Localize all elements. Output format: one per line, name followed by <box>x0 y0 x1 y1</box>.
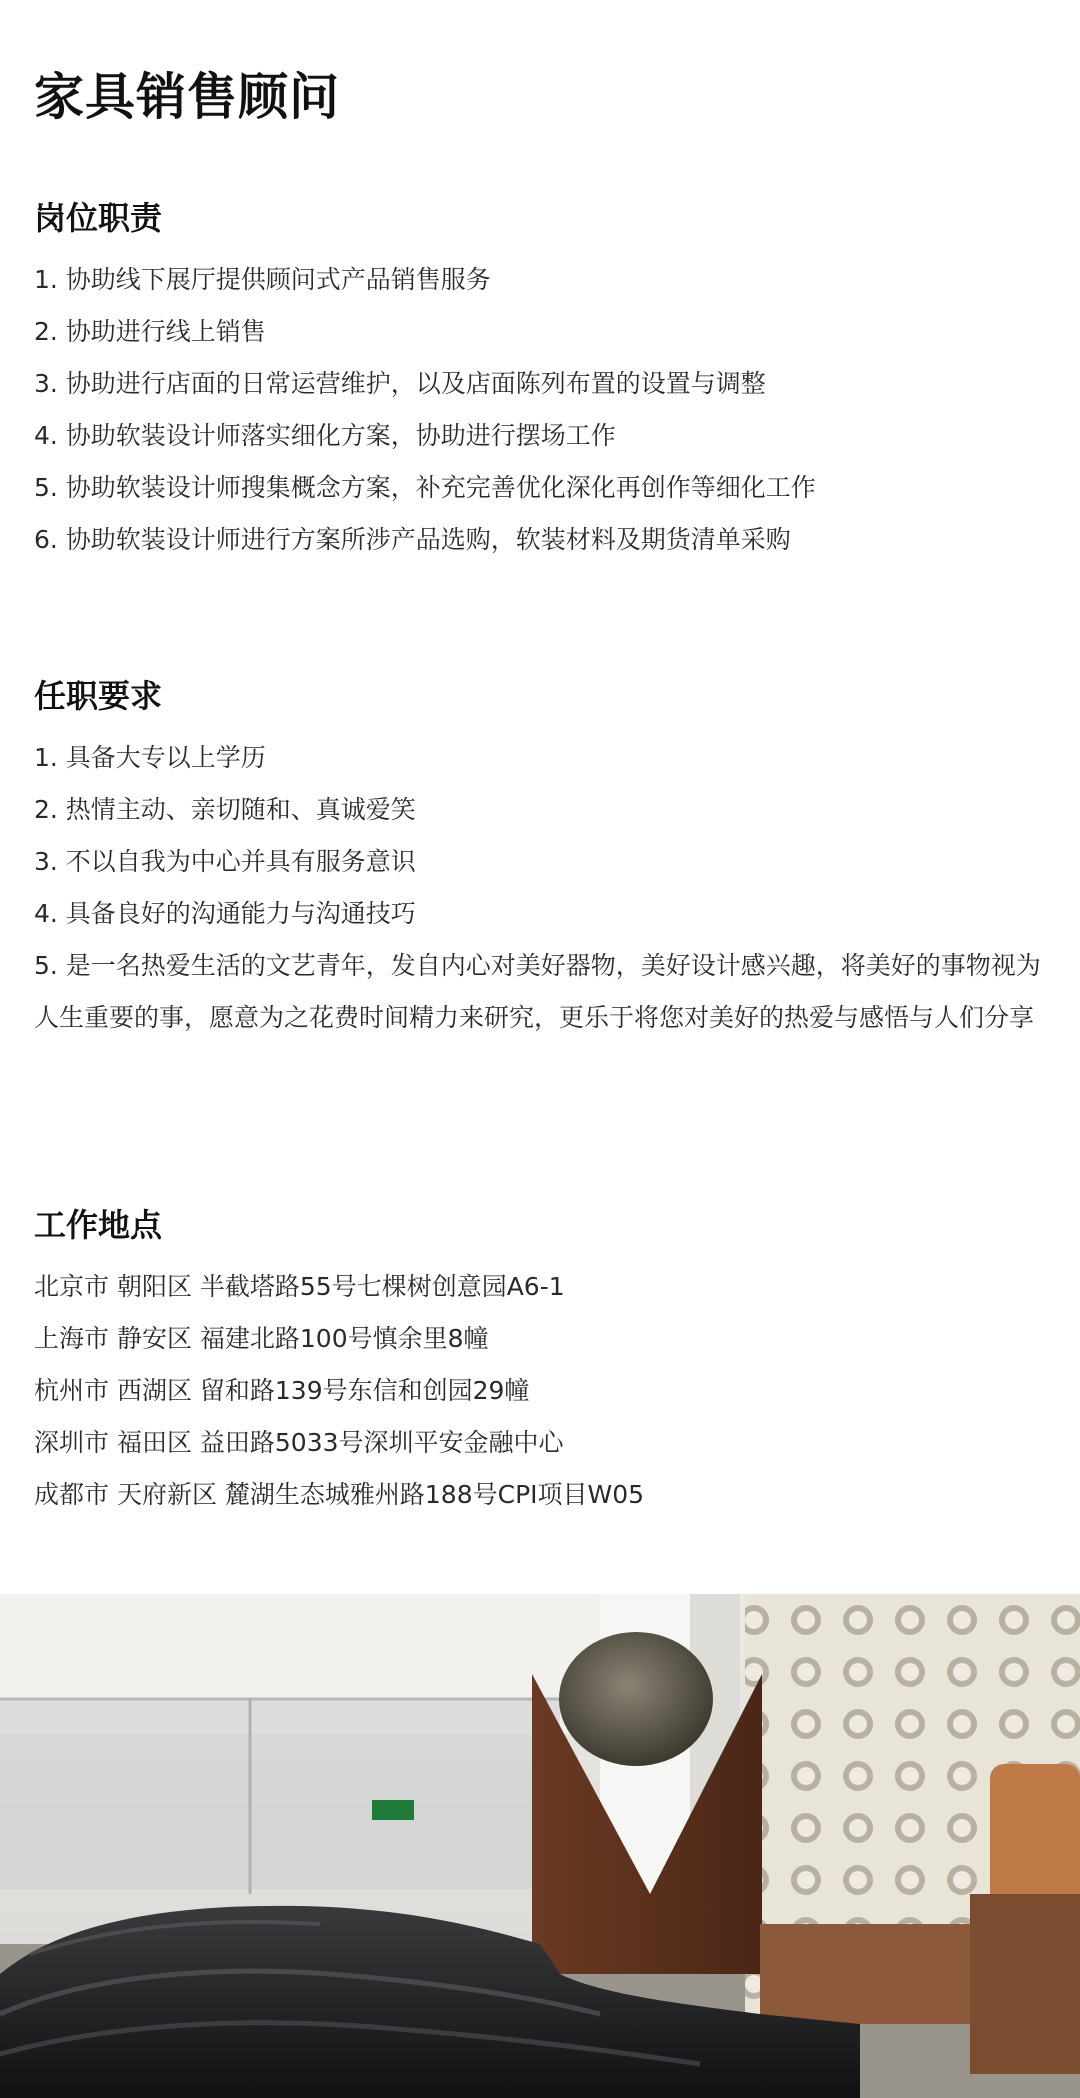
duty-item: 6. 协助软装设计师进行方案所涉产品选购，软装材料及期货清单采购 <box>34 525 791 554</box>
requirement-item: 1. 具备大专以上学历 <box>34 743 266 772</box>
location-item: 成都市 天府新区 麓湖生态城雅州路188号CPI项目W05 <box>34 1480 645 1509</box>
requirement-item: 2. 热情主动、亲切随和、真诚爱笑 <box>34 795 416 824</box>
locations-section <box>34 1203 1044 1521</box>
rock-icon <box>559 1632 713 1766</box>
requirement-item: 3. 不以自我为中心并具有服务意识 <box>34 847 416 876</box>
exit-sign-icon <box>372 1800 414 1820</box>
requirements-section <box>34 674 1044 1044</box>
location-item: 上海市 静安区 福建北路100号慎余里8幢 <box>34 1324 489 1353</box>
duty-item: 1. 协助线下展厅提供顾问式产品销售服务 <box>34 265 491 294</box>
showroom-photo <box>0 1594 1080 2098</box>
requirement-item: 5. 是一名热爱生活的文艺青年，发自内心对美好器物，美好设计感兴趣，将美好的事物视为人生重要的事，愿意为之花费时间精力来研究，更乐于将您对美好的热爱与感悟与人们分享 <box>34 951 1041 1032</box>
requirement-item: 4. 具备良好的沟通能力与沟通技巧 <box>34 899 416 928</box>
duties-section <box>34 196 1044 566</box>
duty-item: 3. 协助进行店面的日常运营维护，以及店面陈列布置的设置与调整 <box>34 369 766 398</box>
duties-heading: 岗位职责 <box>34 199 163 237</box>
page-title: 家具销售顾问 <box>34 68 340 126</box>
location-item: 深圳市 福田区 益田路5033号深圳平安金融中心 <box>34 1428 564 1457</box>
duty-item: 5. 协助软装设计师搜集概念方案，补充完善优化深化再创作等细化工作 <box>34 473 816 502</box>
location-item: 杭州市 西湖区 留和路139号东信和创园29幢 <box>34 1376 530 1405</box>
location-item: 北京市 朝阳区 半截塔路55号七棵树创意园A6-1 <box>34 1272 565 1301</box>
duty-item: 4. 协助软装设计师落实细化方案，协助进行摆场工作 <box>34 421 616 450</box>
duty-item: 2. 协助进行线上销售 <box>34 317 266 346</box>
locations-heading: 工作地点 <box>34 1206 163 1244</box>
requirements-heading: 任职要求 <box>34 677 163 715</box>
